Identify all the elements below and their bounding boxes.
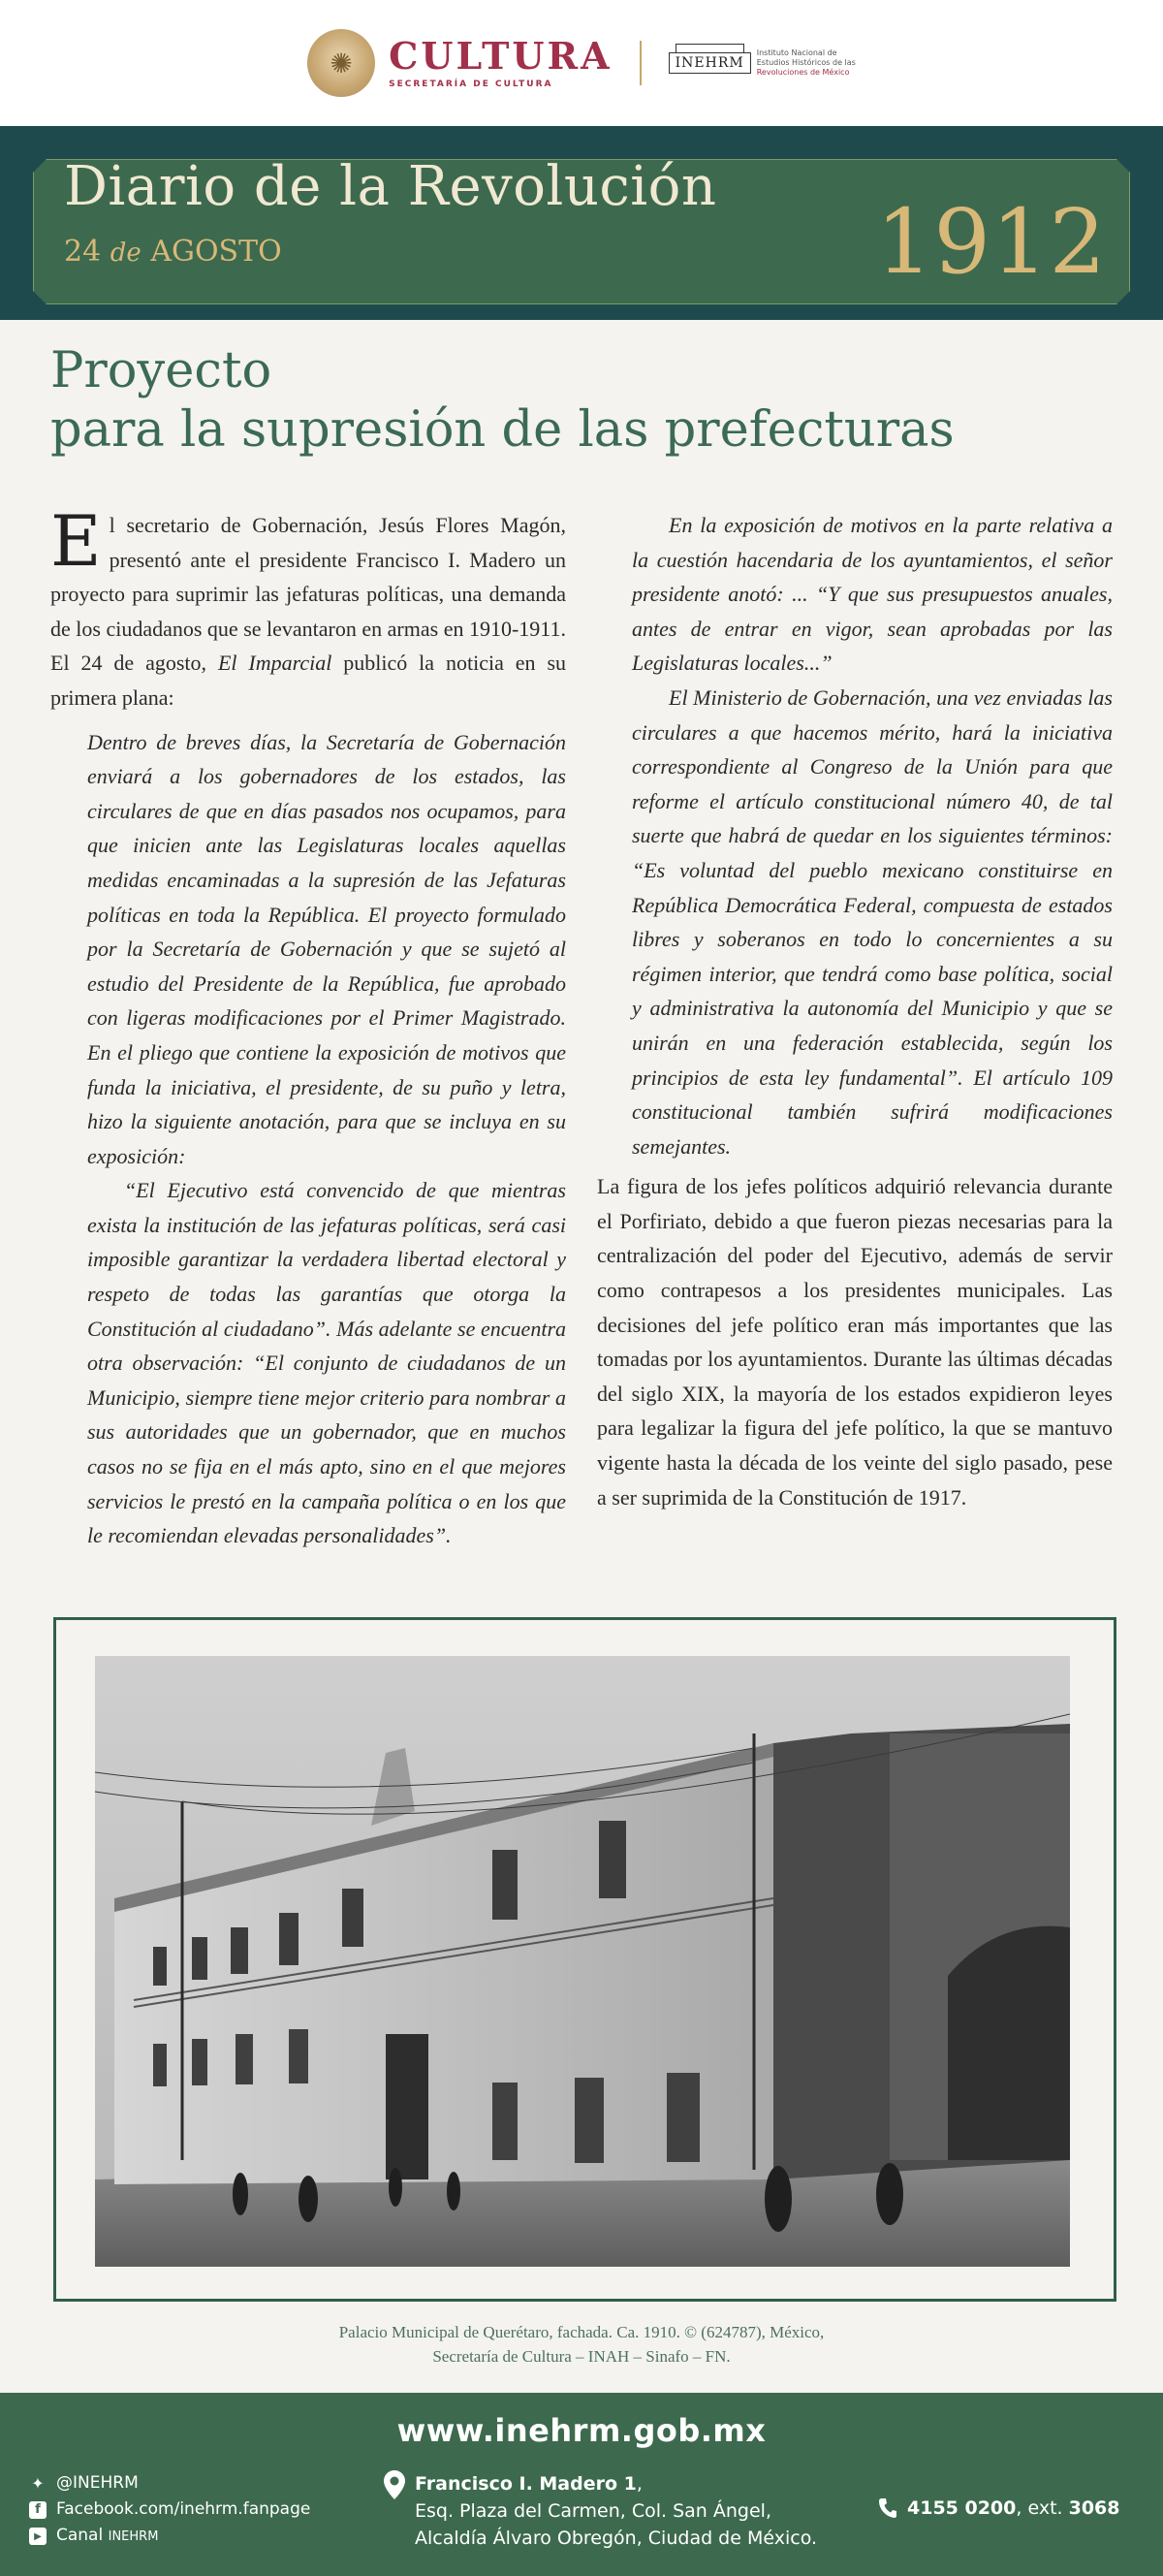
address-street: Francisco I. Madero 1 [415, 2473, 637, 2495]
website-link[interactable]: www.inehrm.gob.mx [396, 2412, 767, 2449]
photo-caption [0, 2320, 1163, 2369]
footer [0, 2393, 1163, 2576]
address-line3: Alcaldía Álvaro Obregón, Ciudad de México. [415, 2528, 818, 2549]
closing-paragraph: La figura de los jefes políticos adquirió relevancia durante el Porfiriato, debido a que fueron piezas necesarias para la centralización del poder del Ejecutivo, además de servir como contrapesos a los presidentes municipales. Las decisiones del jefe político eran más importantes que las tomadas por los ayuntamientos. Durante las últimas décadas del siglo XIX, la mayoría de los estados expidieron leyes para legalizar la figura del jefe político, la que se mantuvo vigente hasta la década de los veinte del siglo pasado, pese a ser suprimida de la Constitución de 1917. [597, 1174, 1113, 1510]
inehrm-wordmark: INEHRM [669, 52, 751, 74]
cultura-subtitle: SECRETARÍA DE CULTURA [389, 79, 553, 89]
phone-contact[interactable] [878, 2497, 1120, 2519]
logo-divider [640, 41, 642, 85]
phone-text [907, 2497, 1120, 2519]
banner-de: de [110, 239, 141, 268]
banner-date [64, 235, 282, 269]
municipal-palace-photo [95, 1656, 1070, 2267]
article-title-line2: para la supresión de las prefecturas [50, 401, 955, 460]
banner-title: Diario de la Revolución [64, 155, 717, 218]
inehrm-logo[interactable] [669, 48, 856, 78]
twitter-icon: ✦ [31, 2474, 45, 2493]
youtube-prefix: Canal [56, 2526, 104, 2545]
inehrm-line2: Estudios Históricos de las [756, 58, 856, 67]
article-title-line1: Proyecto [50, 342, 272, 399]
address-line1 [415, 2470, 817, 2497]
facebook-icon: f [29, 2501, 47, 2519]
right-quote-paragraph-1: En la exposición de motivos en la parte relativa a la cuestión hacendaria de los ayuntamientos, el señor presidente anotó: ... “Y que sus presupuestos anuales, antes de entrar en vigor, sean aprobadas por las Legislaturas locales...” [632, 513, 1113, 676]
banner-year: 1912 [875, 190, 1107, 294]
inehrm-fullname [757, 48, 856, 78]
historic-photo [95, 1656, 1070, 2267]
right-quote-paragraph-2: El Ministerio de Gobernación, una vez enviadas las circulares a que hacemos mérito, hará la iniciativa correspondiente al Congreso de la Unión para que reforme el artículo constitucional número 40, de tal suerte que habrá de quedar en los siguientes términos: “Es voluntad del pueblo mexicano constituirse en República Democrática Federal, compuesta de estados libres y soberanos en todo lo concernientes a su régimen interior, que tendrá como base política, social y administrativa la autonomía del Municipio y que se unirán en una federación establecida, según los principios de esta ley fundamental”. El artículo 109 constitucional también sufrirá modificaciones semejantes. [632, 684, 1113, 1159]
youtube-channel [56, 2523, 158, 2550]
address-comma: , [636, 2473, 643, 2495]
youtube-icon: ▶ [29, 2528, 47, 2545]
intro-text-a: l secretario de Gobernación, Jesús Flores Magón, presentó ante el presidente Francisco I. Madero un proyecto para suprimir las jefaturas políticas, una demanda de los ciudadanos que se levantaron en armas en 1910-1911. El 24 de agosto, [50, 513, 566, 676]
quoted-block [87, 725, 566, 1553]
phone-ext-label: , ext. [1016, 2497, 1063, 2519]
phone-icon [878, 2497, 897, 2519]
banner-day: 24 [64, 235, 102, 269]
cultura-title: CULTURA [389, 33, 613, 78]
caption-line2: Secretaría de Cultura – INAH – Sinafo – FN. [432, 2347, 731, 2366]
twitter-link[interactable] [29, 2470, 310, 2496]
phone-ext: 3068 [1068, 2497, 1120, 2519]
caption-line1: Palacio Municipal de Querétaro, fachada. Ca. 1910. © (624787), México, [338, 2323, 825, 2341]
facebook-url: Facebook.com/inehrm.fanpage [56, 2499, 311, 2519]
phone-number: 4155 0200 [907, 2497, 1017, 2519]
article-title [50, 341, 955, 460]
newspaper-name: El Imparcial [217, 651, 332, 676]
banner-month: AGOSTO [150, 235, 282, 269]
quote-paragraph-2: “El Ejecutivo está convencido de que mientras exista la institución de las jefaturas políticas, será casi imposible garantizar la verdadera libertad electoral y respeto de todas las garantías que otorga la Constitución al ciudadano”. Más adelante se encuentra otra observación: “El conjunto de ciudadanos de un Municipio, siempre tiene mejor criterio para nombrar a sus autoridades que un gobernador, que en muchos casos no se fija en el más apto, sino en el que mejores servicios le prestó en la campaña política o en los que le recomiendan elevadas personalidades”. [87, 1178, 566, 1548]
article-left-column [50, 500, 567, 1553]
twitter-handle: @INEHRM [56, 2473, 139, 2493]
intro-paragraph [50, 500, 567, 716]
cultura-text [389, 33, 613, 89]
header-logos [0, 0, 1163, 126]
youtube-link[interactable] [29, 2523, 310, 2550]
inehrm-line3: Revoluciones de México [756, 68, 850, 77]
youtube-name: INEHRM [108, 2529, 159, 2544]
social-links [29, 2470, 310, 2550]
facebook-link[interactable] [29, 2496, 310, 2523]
quote-paragraph-1: Dentro de breves días, la Secretaría de Gobernación enviará a los gobernadores de los estados, las circulares de que en días pasados nos ocupamos, para que inicien ante las Legislaturas locales aquellas medidas encaminadas a la supresión de las Jefaturas políticas en toda la República. El proyecto formulado por la Secretaría de Gobernación y que se sujetó al estudio del Presidente de la República, fue aprobado con ligeras modificaciones por el Primer Magistrado. En el pliego que contiene la exposición de motivos que funda la iniciativa, el presidente, de su puño y letra, hizo la siguiente anotación, para que se incluya en su exposición: [87, 729, 566, 1168]
intro-text-b: publicó la noticia en su primera plana: [50, 651, 567, 710]
address-text [415, 2470, 817, 2552]
drop-cap: E [50, 500, 102, 582]
location-pin-icon [384, 2470, 405, 2499]
cultura-logo[interactable] [307, 29, 612, 97]
mexico-seal-icon: ✺ [307, 29, 375, 97]
title-banner [0, 126, 1163, 320]
address-line2: Esq. Plaza del Carmen, Col. San Ángel, [415, 2500, 771, 2522]
right-quoted-block [597, 508, 1113, 1163]
inehrm-line1: Instituto Nacional de [756, 48, 837, 57]
address [384, 2470, 817, 2552]
article-right-column [597, 508, 1113, 1514]
